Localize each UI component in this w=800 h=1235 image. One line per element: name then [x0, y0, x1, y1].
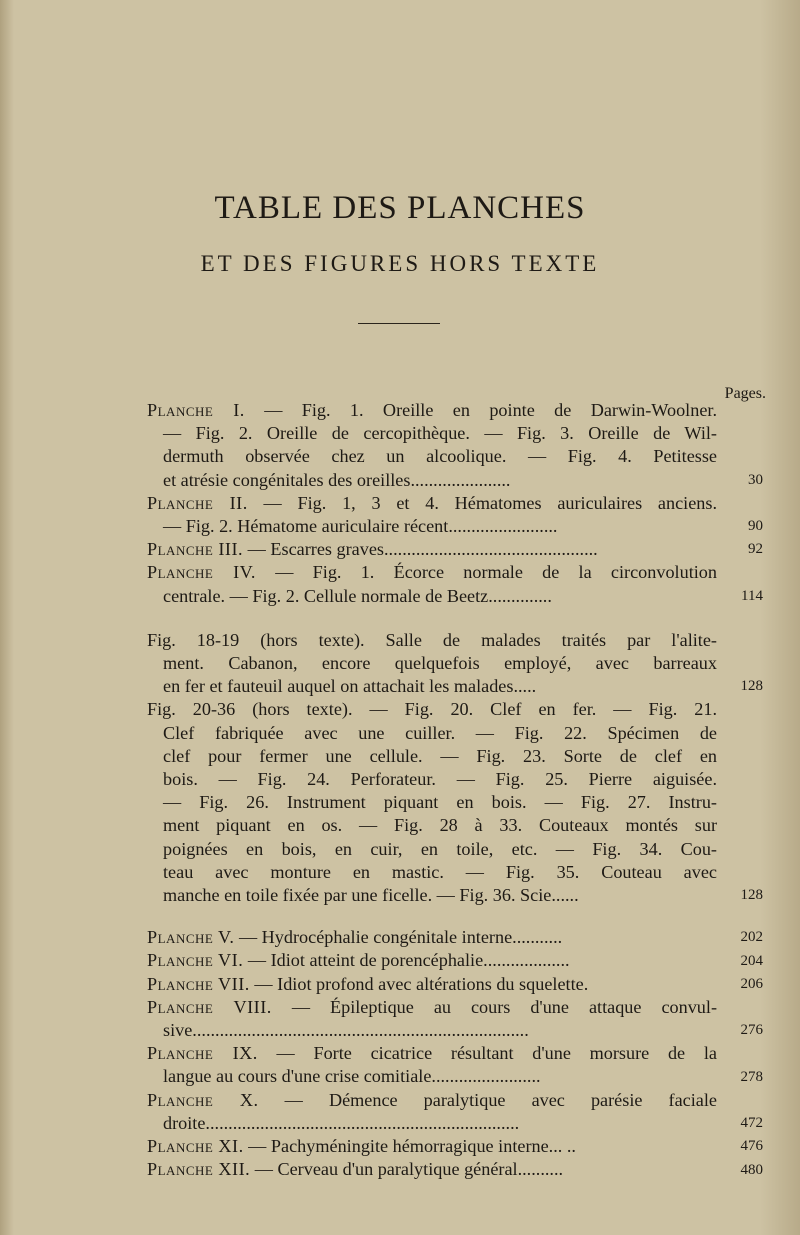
toc-line: langue au cours d'une crise comitiale........................	[163, 1066, 541, 1087]
toc-line: Planche II. — Fig. 1, 3 et 4. Hématomes auriculaires anciens.	[147, 492, 717, 513]
toc-line: Fig. 20-36 (hors texte). — Fig. 20. Clef en fer. — Fig. 21.	[147, 699, 717, 720]
toc-line: Planche VI. — Idiot atteint de porencéphalie...................	[147, 950, 570, 971]
page-number: 90	[748, 518, 763, 535]
toc-entry-planche-3	[147, 538, 765, 561]
page-number: 206	[740, 975, 763, 992]
toc-entry-planche-2	[147, 492, 765, 538]
toc-line: centrale. — Fig. 2. Cellule normale de Beetz..............	[163, 585, 552, 606]
page-number: 480	[740, 1161, 763, 1178]
page-number: 92	[748, 541, 763, 558]
toc-line: Planche IV. — Fig. 1. Écorce normale de la circonvolution	[147, 562, 717, 583]
page-number: 114	[741, 587, 763, 604]
toc-line: — Fig. 26. Instrument piquant en bois. — Fig. 27. Instru-	[163, 792, 717, 813]
toc-line: Planche XII. — Cerveau d'un paralytique général..........	[147, 1159, 564, 1180]
page-number: 202	[740, 929, 763, 946]
toc-line: en fer et fauteuil auquel on attachait les malades.....	[163, 676, 537, 697]
toc-entry-planche-11	[147, 1135, 765, 1158]
toc-line: Planche IX. — Forte cicatrice résultant d'une morsure de la	[147, 1043, 717, 1064]
toc-entry-planche-12	[147, 1158, 765, 1181]
page-number: 128	[740, 678, 763, 695]
toc-line: sive..........................................................................	[163, 1020, 529, 1041]
page-number: 30	[748, 471, 763, 488]
page-number: 472	[740, 1115, 763, 1132]
toc-line: bois. — Fig. 24. Perforateur. — Fig. 25. Pierre aiguisée.	[163, 769, 717, 790]
toc-line: — Fig. 2. Oreille de cercopithèque. — Fig. 3. Oreille de Wil-	[163, 423, 717, 444]
toc-line: teau avec monture en mastic. — Fig. 35. Couteau avec	[163, 861, 717, 882]
toc-entry-planche-4	[147, 561, 765, 607]
toc-line: et atrésie congénitales des oreilles......................	[163, 469, 511, 490]
toc-entry-planche-5	[147, 926, 765, 949]
toc-line: ment. Cabanon, encore quelquefois employé, avec barreaux	[163, 653, 717, 674]
toc-line: Planche XI. — Pachyméningite hémorragique interne... ..	[147, 1136, 576, 1157]
title-rule	[358, 323, 440, 324]
toc-entry-fig-20-36	[147, 698, 765, 907]
section-gap	[147, 907, 765, 926]
page-number: 128	[740, 887, 763, 904]
toc-line: Planche III. — Escarres graves...............................................	[147, 539, 598, 560]
toc-entry-planche-1	[147, 399, 765, 492]
toc-line: Planche V. — Hydrocéphalie congénitale interne...........	[147, 927, 563, 948]
toc-line: dermuth observée chez un alcoolique. — Fig. 4. Petitesse	[163, 446, 717, 467]
pages-column-heading: Pages.	[724, 385, 766, 402]
page-title: TABLE DES PLANCHES	[214, 190, 586, 226]
toc-entry-planche-10	[147, 1089, 765, 1135]
page-number: 204	[740, 952, 763, 969]
page-number: 476	[740, 1138, 763, 1155]
toc-line: droite.....................................................................	[163, 1112, 520, 1133]
toc-entry-fig-18-19	[147, 629, 765, 699]
page-number: 278	[740, 1068, 763, 1085]
toc-line: Clef fabriquée avec une cuiller. — Fig. 22. Spécimen de	[163, 722, 717, 743]
toc-line: poignées en bois, en cuir, en toile, etc. — Fig. 34. Cou-	[163, 838, 717, 859]
table-of-plates	[147, 399, 765, 1182]
toc-line: ment piquant en os. — Fig. 28 à 33. Couteaux montés sur	[163, 815, 717, 836]
toc-line: Planche VII. — Idiot profond avec altérations du squelette.	[147, 973, 589, 994]
toc-line: manche en toile fixée par une ficelle. — Fig. 36. Scie......	[163, 885, 579, 906]
toc-line: — Fig. 2. Hématome auriculaire récent........................	[163, 516, 558, 537]
toc-line: Planche X. — Démence paralytique avec parésie faciale	[147, 1089, 717, 1110]
toc-line: Planche I. — Fig. 1. Oreille en pointe de Darwin-Woolner.	[147, 400, 718, 420]
toc-entry-planche-6	[147, 949, 765, 972]
toc-entry-planche-9	[147, 1042, 765, 1088]
toc-line: clef pour fermer une cellule. — Fig. 23. Sorte de clef en	[163, 745, 717, 766]
toc-entry-planche-8	[147, 996, 765, 1042]
toc-line: Planche VIII. — Épileptique au cours d'une attaque convul-	[147, 996, 717, 1017]
toc-line: Fig. 18-19 (hors texte). Salle de malades traités par l'alite-	[147, 629, 717, 650]
section-gap	[147, 608, 765, 629]
page-subtitle: ET DES FIGURES HORS TEXTE	[200, 251, 600, 276]
page-number: 276	[740, 1022, 763, 1039]
toc-entry-planche-7	[147, 973, 765, 996]
